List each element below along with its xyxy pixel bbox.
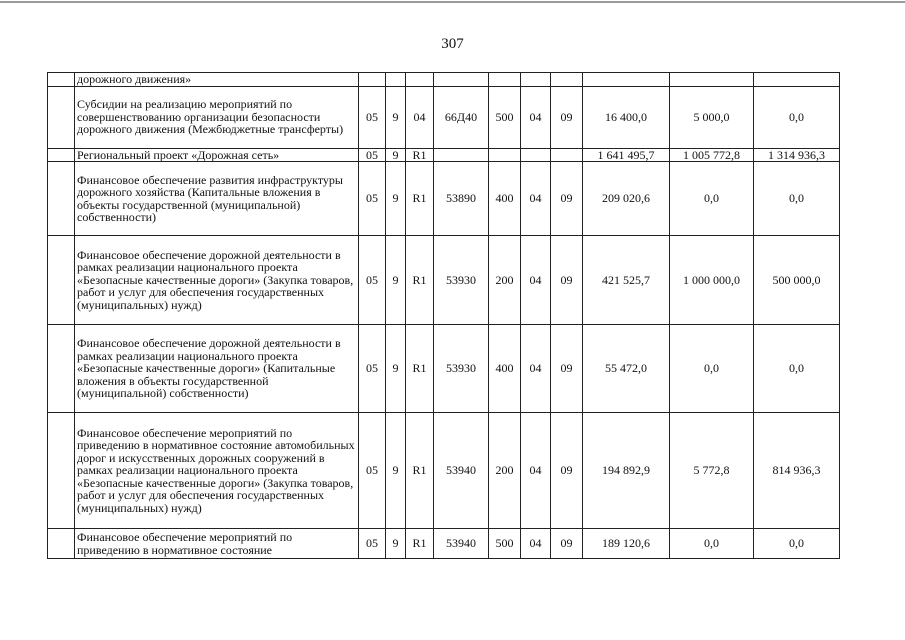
row-number-cell xyxy=(48,86,75,148)
code-cell: 04 xyxy=(521,86,551,148)
code-cell: 500 xyxy=(489,529,521,559)
expense-name-cell: дорожного движения» xyxy=(75,73,359,87)
code-cell: R1 xyxy=(406,148,434,162)
code-cell xyxy=(489,73,521,87)
row-number-cell xyxy=(48,162,75,236)
table-row xyxy=(48,86,840,148)
code-cell: 04 xyxy=(406,86,434,148)
table-row xyxy=(48,236,840,325)
expense-name-cell: Финансовое обеспечение мероприятий по приведению в нормативное состояние автомобильных дорог и искусственных дорожных сооружений в рамках реализации национального проекта «Безопасные качественные дороги» (Закупка товаров, работ и услуг для обеспечения государственных (муниципальных) нужд) xyxy=(75,413,359,529)
code-cell: R1 xyxy=(406,325,434,413)
code-cell: 9 xyxy=(386,236,406,325)
code-cell: 400 xyxy=(489,162,521,236)
amount-cell: 0,0 xyxy=(754,529,840,559)
expense-name-cell: Финансовое обеспечение дорожной деятельности в рамках реализации национального проекта «Безопасные качественные дороги» (Капитальные вложения в объекты государственной (муниципальной) собственности) xyxy=(75,325,359,413)
code-cell: 05 xyxy=(359,148,386,162)
code-cell: 09 xyxy=(551,413,583,529)
code-cell: R1 xyxy=(406,413,434,529)
amount-cell: 209 020,6 xyxy=(583,162,670,236)
code-cell: 500 xyxy=(489,86,521,148)
code-cell xyxy=(521,73,551,87)
code-cell: 200 xyxy=(489,236,521,325)
table-row xyxy=(48,73,840,87)
code-cell: 04 xyxy=(521,413,551,529)
amount-cell: 0,0 xyxy=(754,162,840,236)
code-cell: 09 xyxy=(551,162,583,236)
budget-table xyxy=(47,72,840,559)
expense-name-cell: Субсидии на реализацию мероприятий по совершенствованию организации безопасности дорожного движения (Межбюджетные трансферты) xyxy=(75,86,359,148)
amount-cell: 0,0 xyxy=(670,325,754,413)
code-cell: 400 xyxy=(489,325,521,413)
code-cell xyxy=(386,73,406,87)
code-cell xyxy=(434,148,489,162)
code-cell: R1 xyxy=(406,529,434,559)
code-cell: 9 xyxy=(386,325,406,413)
code-cell xyxy=(521,148,551,162)
row-number-cell xyxy=(48,529,75,559)
amount-cell: 0,0 xyxy=(754,325,840,413)
amount-cell: 0,0 xyxy=(670,162,754,236)
code-cell: 09 xyxy=(551,325,583,413)
code-cell: 9 xyxy=(386,413,406,529)
row-number-cell xyxy=(48,325,75,413)
row-number-cell xyxy=(48,148,75,162)
code-cell: 200 xyxy=(489,413,521,529)
code-cell: 05 xyxy=(359,236,386,325)
code-cell xyxy=(434,73,489,87)
code-cell xyxy=(406,73,434,87)
amount-cell: 5 772,8 xyxy=(670,413,754,529)
page-bottom-margin xyxy=(0,632,905,640)
page-number: 307 xyxy=(441,36,464,52)
amount-cell: 194 892,9 xyxy=(583,413,670,529)
amount-cell: 0,0 xyxy=(754,86,840,148)
code-cell: 9 xyxy=(386,148,406,162)
code-cell: 53940 xyxy=(434,529,489,559)
code-cell: 53930 xyxy=(434,325,489,413)
code-cell xyxy=(359,73,386,87)
code-cell: 9 xyxy=(386,529,406,559)
code-cell: 04 xyxy=(521,529,551,559)
amount-cell: 500 000,0 xyxy=(754,236,840,325)
table-row xyxy=(48,413,840,529)
code-cell: 04 xyxy=(521,162,551,236)
code-cell xyxy=(489,148,521,162)
code-cell: 04 xyxy=(521,325,551,413)
code-cell: 53940 xyxy=(434,413,489,529)
expense-name-cell: Финансовое обеспечение развития инфраструктуры дорожного хозяйства (Капитальные вложения в объекты государственной (муниципальной) собственности) xyxy=(75,162,359,236)
expense-name-cell: Финансовое обеспечение мероприятий по приведению в нормативное состояние xyxy=(75,529,359,559)
code-cell: 04 xyxy=(521,236,551,325)
amount-cell xyxy=(583,73,670,87)
amount-cell: 5 000,0 xyxy=(670,86,754,148)
scan-top-edge xyxy=(0,1,905,3)
code-cell: 9 xyxy=(386,86,406,148)
amount-cell: 1 314 936,3 xyxy=(754,148,840,162)
table-row xyxy=(48,162,840,236)
code-cell: 09 xyxy=(551,236,583,325)
amount-cell xyxy=(754,73,840,87)
code-cell: 05 xyxy=(359,86,386,148)
code-cell: R1 xyxy=(406,236,434,325)
code-cell: 09 xyxy=(551,86,583,148)
code-cell xyxy=(551,148,583,162)
code-cell xyxy=(551,73,583,87)
code-cell: R1 xyxy=(406,162,434,236)
code-cell: 09 xyxy=(551,529,583,559)
amount-cell xyxy=(670,73,754,87)
row-number-cell xyxy=(48,413,75,529)
amount-cell: 1 000 000,0 xyxy=(670,236,754,325)
code-cell: 05 xyxy=(359,325,386,413)
amount-cell: 55 472,0 xyxy=(583,325,670,413)
amount-cell: 814 936,3 xyxy=(754,413,840,529)
row-number-cell xyxy=(48,236,75,325)
table-row xyxy=(48,148,840,162)
code-cell: 05 xyxy=(359,413,386,529)
code-cell: 53890 xyxy=(434,162,489,236)
table-row xyxy=(48,529,840,559)
amount-cell: 0,0 xyxy=(670,529,754,559)
expense-name-cell: Региональный проект «Дорожная сеть» xyxy=(75,148,359,162)
code-cell: 53930 xyxy=(434,236,489,325)
amount-cell: 189 120,6 xyxy=(583,529,670,559)
amount-cell: 16 400,0 xyxy=(583,86,670,148)
amount-cell: 421 525,7 xyxy=(583,236,670,325)
code-cell: 9 xyxy=(386,162,406,236)
amount-cell: 1 641 495,7 xyxy=(583,148,670,162)
code-cell: 05 xyxy=(359,529,386,559)
expense-name-cell: Финансовое обеспечение дорожной деятельности в рамках реализации национального проекта «Безопасные качественные дороги» (Закупка товаров, работ и услуг для обеспечения государственных (муниципальных) нужд) xyxy=(75,236,359,325)
amount-cell: 1 005 772,8 xyxy=(670,148,754,162)
row-number-cell xyxy=(48,73,75,87)
code-cell: 05 xyxy=(359,162,386,236)
code-cell: 66Д40 xyxy=(434,86,489,148)
table-row xyxy=(48,325,840,413)
